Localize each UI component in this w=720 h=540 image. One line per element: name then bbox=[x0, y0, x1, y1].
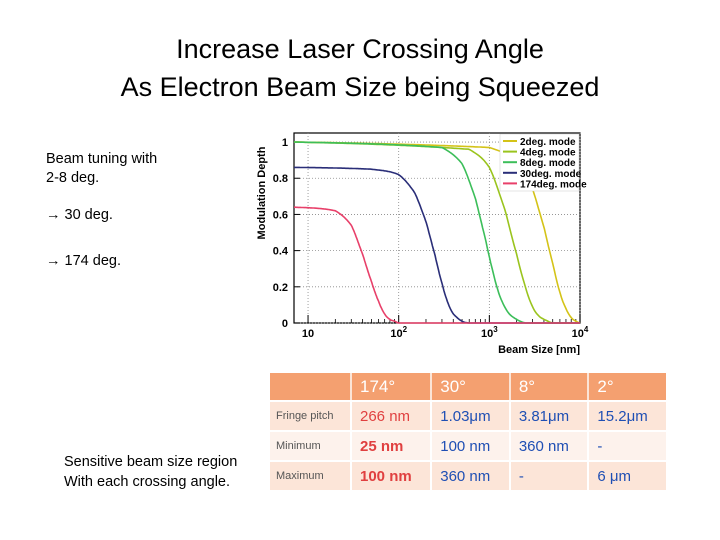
table-cell: 6 μm bbox=[587, 460, 666, 490]
y-tick-label: 0.6 bbox=[272, 209, 288, 222]
legend-label: 174deg. mode bbox=[520, 179, 587, 191]
step-174deg bbox=[46, 252, 157, 271]
table-cell: - bbox=[509, 460, 588, 490]
y-axis-label: Modulation Depth bbox=[256, 146, 268, 240]
table-cell: 1.03μm bbox=[430, 400, 509, 430]
table-header-row bbox=[270, 373, 666, 400]
legend-label: 4deg. mode bbox=[520, 147, 576, 159]
x-tick-label: 10 bbox=[301, 328, 315, 340]
table-cell: 266 nm bbox=[350, 400, 430, 430]
title-line-1: Increase Laser Crossing Angle bbox=[176, 34, 544, 64]
table-cell: 360 nm bbox=[430, 460, 509, 490]
step-174deg-label: 174 deg. bbox=[60, 253, 121, 269]
intro-line-2: 2-8 deg. bbox=[46, 170, 100, 186]
table-row bbox=[270, 430, 666, 460]
table-cell: 100 nm bbox=[350, 460, 430, 490]
table-cell: 360 nm bbox=[509, 430, 588, 460]
y-tick-label: 0.2 bbox=[272, 281, 288, 294]
legend-label: 8deg. mode bbox=[520, 158, 576, 170]
legend-label: 30deg. mode bbox=[520, 168, 582, 180]
footnote-line-1: Sensitive beam size region bbox=[64, 454, 238, 470]
table-row bbox=[270, 460, 666, 490]
row-label: Maximum bbox=[270, 460, 350, 490]
table-header-cell: 30° bbox=[430, 373, 509, 400]
title-line-2: As Electron Beam Size being Squeezed bbox=[120, 72, 600, 102]
footnote bbox=[64, 452, 237, 492]
table-header-cell: 8° bbox=[509, 373, 588, 400]
row-label: Fringe pitch bbox=[270, 400, 350, 430]
intro-line-1: Beam tuning with bbox=[46, 151, 158, 167]
beam-size-table bbox=[270, 373, 666, 490]
y-tick-label: 1 bbox=[281, 137, 288, 150]
modulation-depth-chart bbox=[254, 125, 594, 355]
table-header-cell: 2° bbox=[587, 373, 666, 400]
arrow-icon: → bbox=[46, 253, 61, 269]
x-tick-label: $10^3$ bbox=[480, 325, 498, 340]
slide-title bbox=[60, 30, 660, 106]
legend-label: 2deg. mode bbox=[520, 137, 576, 148]
table-cell: 3.81μm bbox=[509, 400, 588, 430]
table-cell: 15.2μm bbox=[587, 400, 666, 430]
table-row bbox=[270, 400, 666, 430]
table-header-cell: 174° bbox=[350, 373, 430, 400]
table-cell: - bbox=[587, 430, 666, 460]
footnote-line-2: With each crossing angle. bbox=[64, 474, 231, 490]
tuning-notes bbox=[46, 150, 157, 271]
step-30deg-label: 30 deg. bbox=[60, 207, 113, 223]
step-30deg bbox=[46, 206, 157, 225]
y-tick-label: 0.8 bbox=[272, 173, 288, 186]
x-tick-label: $10^4$ bbox=[571, 325, 589, 340]
y-tick-label: 0 bbox=[281, 318, 288, 330]
x-tick-label: $10^2$ bbox=[390, 325, 408, 340]
table-cell: 25 nm bbox=[350, 430, 430, 460]
table-cell: 100 nm bbox=[430, 430, 509, 460]
row-label: Minimum bbox=[270, 430, 350, 460]
table-header-cell bbox=[270, 373, 350, 400]
y-tick-label: 0.4 bbox=[272, 245, 288, 258]
x-axis-label: Beam Size [nm] bbox=[498, 344, 580, 355]
arrow-icon: → bbox=[46, 207, 61, 223]
